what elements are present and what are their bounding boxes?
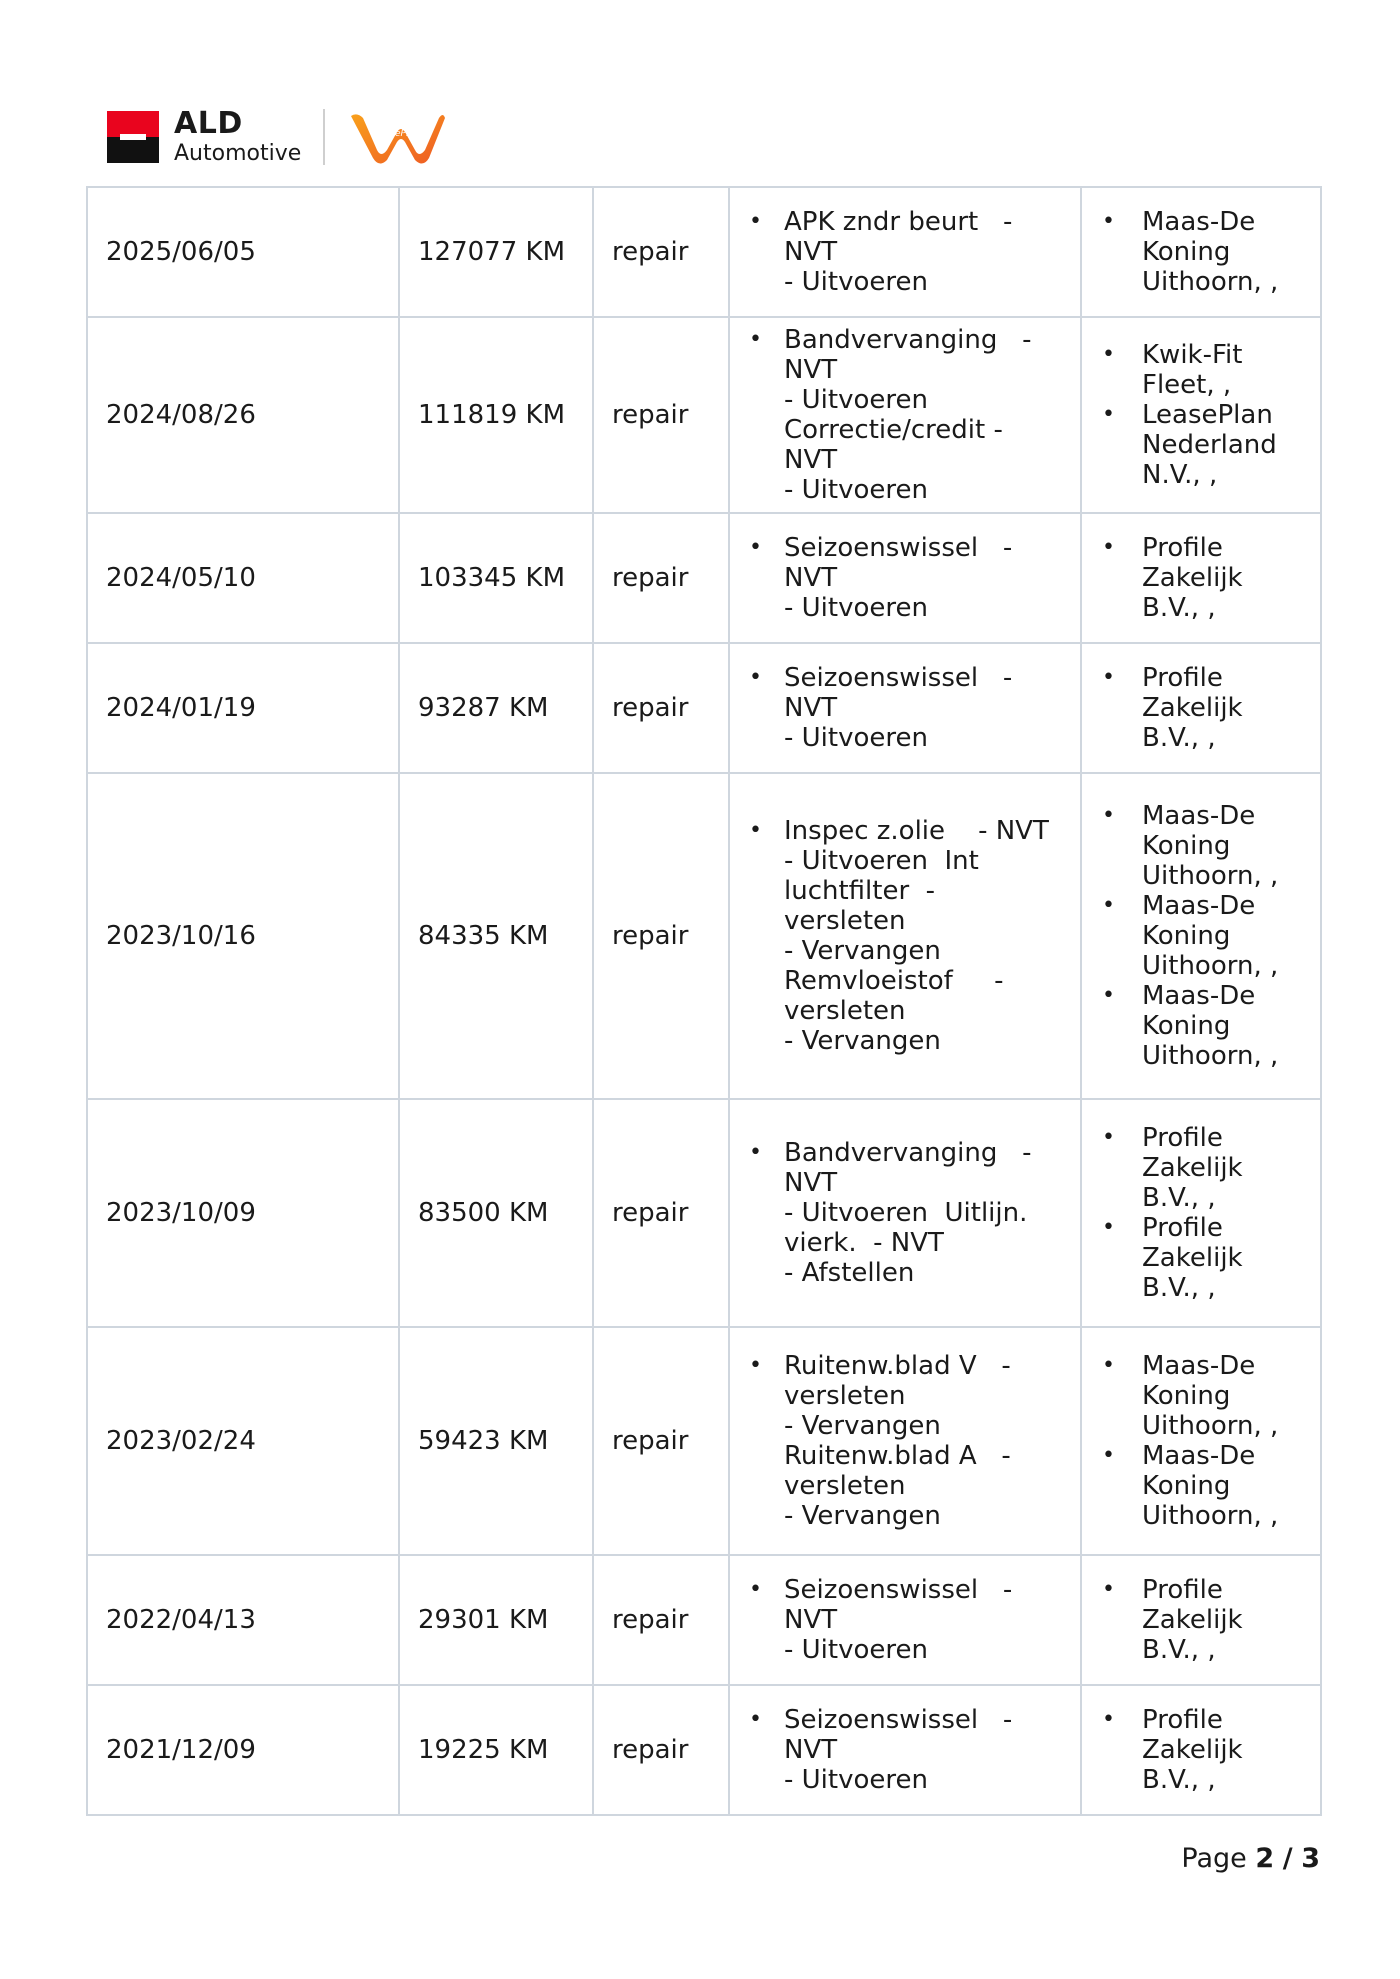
workshop-list (1100, 1575, 1302, 1665)
table-row (87, 317, 1321, 513)
work-item: • Inspec z.olie - NVT - Uitvoeren Int luchtfilter - versleten - Vervangen Remvloeistof - versleten - Vervangen (784, 816, 1062, 1056)
mileage-cell: 19225 KM (399, 1685, 593, 1815)
mileage-cell: 83500 KM (399, 1099, 593, 1327)
work-item: • Bandvervanging - NVT - Uitvoeren Uitlijn. vierk. - NVT - Afstellen (784, 1138, 1062, 1288)
workshop-cell (1081, 773, 1321, 1099)
type-cell: repair (593, 187, 729, 317)
workshop-cell (1081, 643, 1321, 773)
work-list (748, 1138, 1062, 1288)
workshop-item: • Maas-De Koning Uithoorn, , (1142, 981, 1302, 1071)
workshop-cell (1081, 1099, 1321, 1327)
brand-subtitle: Automotive (174, 141, 302, 166)
table-row (87, 187, 1321, 317)
type-cell: repair (593, 1555, 729, 1685)
date-cell: 2024/05/10 (87, 513, 399, 643)
svg-text:LeasePlan: LeasePlan (374, 129, 420, 139)
workshop-item: • LeasePlan Nederland N.V., , (1142, 400, 1302, 490)
work-item: • Ruitenw.blad V - versleten - Vervangen Ruitenw.blad A - versleten - Vervangen (784, 1351, 1062, 1531)
work-list (748, 1705, 1062, 1795)
table-row (87, 1099, 1321, 1327)
page-indicator (1181, 1843, 1320, 1874)
type-cell: repair (593, 643, 729, 773)
service-history-table (86, 186, 1322, 1816)
type-cell: repair (593, 1099, 729, 1327)
work-cell (729, 1685, 1081, 1815)
workshop-item: • Maas-De Koning Uithoorn, , (1142, 207, 1302, 297)
table-row (87, 1327, 1321, 1555)
leaseplan-logo-icon (347, 106, 447, 168)
type-cell: repair (593, 1685, 729, 1815)
work-list (748, 663, 1062, 753)
work-list (748, 325, 1062, 505)
work-cell (729, 187, 1081, 317)
mileage-cell: 59423 KM (399, 1327, 593, 1555)
workshop-cell (1081, 317, 1321, 513)
date-cell: 2024/08/26 (87, 317, 399, 513)
work-cell (729, 1099, 1081, 1327)
work-list (748, 1575, 1062, 1665)
work-cell (729, 317, 1081, 513)
workshop-item: • Maas-De Koning Uithoorn, , (1142, 1441, 1302, 1531)
work-cell (729, 643, 1081, 773)
work-item: • Seizoenswissel - NVT - Uitvoeren (784, 1575, 1062, 1665)
work-cell (729, 513, 1081, 643)
work-cell (729, 773, 1081, 1099)
mileage-cell: 127077 KM (399, 187, 593, 317)
workshop-list (1100, 533, 1302, 623)
workshop-cell (1081, 1555, 1321, 1685)
workshop-item: • Profile Zakelijk B.V., , (1142, 1213, 1302, 1303)
workshop-item: • Maas-De Koning Uithoorn, , (1142, 801, 1302, 891)
work-list (748, 816, 1062, 1056)
ald-logo-text (174, 106, 302, 166)
work-item: • Seizoenswissel - NVT - Uitvoeren (784, 663, 1062, 753)
table-row (87, 1555, 1321, 1685)
workshop-list (1100, 1351, 1302, 1531)
workshop-item: • Maas-De Koning Uithoorn, , (1142, 1351, 1302, 1441)
page-header (107, 104, 447, 170)
mileage-cell: 29301 KM (399, 1555, 593, 1685)
page-separator: / (1282, 1843, 1293, 1874)
workshop-item: • Profile Zakelijk B.V., , (1142, 533, 1302, 623)
page-current: 2 (1255, 1843, 1275, 1874)
workshop-item: • Kwik-Fit Fleet, , (1142, 340, 1302, 400)
work-list (748, 207, 1062, 297)
workshop-item: • Profile Zakelijk B.V., , (1142, 1705, 1302, 1795)
type-cell: repair (593, 317, 729, 513)
workshop-cell (1081, 1685, 1321, 1815)
workshop-cell (1081, 1327, 1321, 1555)
work-item: • Seizoenswissel - NVT - Uitvoeren (784, 1705, 1062, 1795)
work-list (748, 533, 1062, 623)
brand-name: ALD (174, 106, 243, 141)
table-row (87, 773, 1321, 1099)
work-cell (729, 1327, 1081, 1555)
mileage-cell: 84335 KM (399, 773, 593, 1099)
workshop-list (1100, 340, 1302, 490)
work-list (748, 1351, 1062, 1531)
workshop-item: • Profile Zakelijk B.V., , (1142, 1123, 1302, 1213)
page-prefix: Page (1181, 1843, 1247, 1874)
date-cell: 2023/02/24 (87, 1327, 399, 1555)
ald-logo-mark (107, 111, 159, 163)
work-item: • Bandvervanging - NVT - Uitvoeren Correctie/credit - NVT - Uitvoeren (784, 325, 1062, 505)
mileage-cell: 103345 KM (399, 513, 593, 643)
date-cell: 2024/01/19 (87, 643, 399, 773)
workshop-list (1100, 801, 1302, 1071)
table-row (87, 513, 1321, 643)
date-cell: 2021/12/09 (87, 1685, 399, 1815)
workshop-cell (1081, 513, 1321, 643)
workshop-item: • Profile Zakelijk B.V., , (1142, 663, 1302, 753)
work-cell (729, 1555, 1081, 1685)
workshop-item: • Maas-De Koning Uithoorn, , (1142, 891, 1302, 981)
table-row (87, 1685, 1321, 1815)
workshop-list (1100, 207, 1302, 297)
type-cell: repair (593, 1327, 729, 1555)
date-cell: 2022/04/13 (87, 1555, 399, 1685)
table-row (87, 643, 1321, 773)
work-item: • Seizoenswissel - NVT - Uitvoeren (784, 533, 1062, 623)
workshop-cell (1081, 187, 1321, 317)
page-total: 3 (1301, 1843, 1320, 1874)
mileage-cell: 93287 KM (399, 643, 593, 773)
workshop-list (1100, 663, 1302, 753)
workshop-list (1100, 1705, 1302, 1795)
date-cell: 2023/10/09 (87, 1099, 399, 1327)
logo-divider (323, 109, 325, 165)
workshop-item: • Profile Zakelijk B.V., , (1142, 1575, 1302, 1665)
workshop-list (1100, 1123, 1302, 1303)
mileage-cell: 111819 KM (399, 317, 593, 513)
date-cell: 2023/10/16 (87, 773, 399, 1099)
type-cell: repair (593, 513, 729, 643)
type-cell: repair (593, 773, 729, 1099)
date-cell: 2025/06/05 (87, 187, 399, 317)
work-item: • APK zndr beurt - NVT - Uitvoeren (784, 207, 1062, 297)
